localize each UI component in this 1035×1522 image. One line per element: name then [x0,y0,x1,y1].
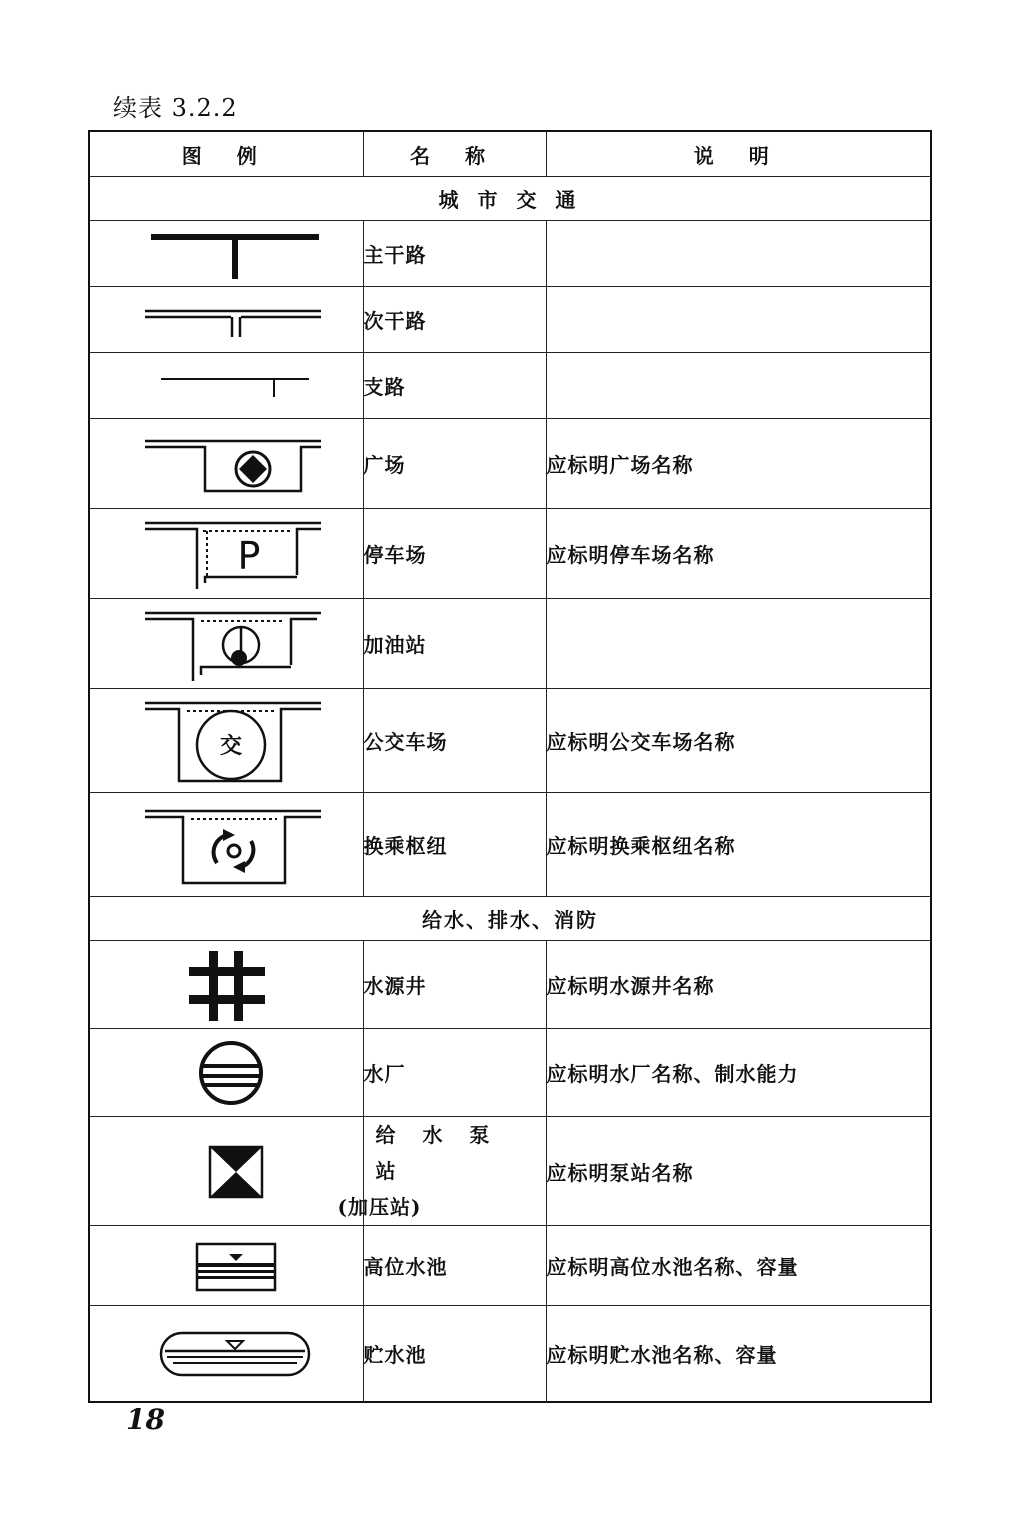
transfer-hub-symbol-icon [131,801,321,889]
header-desc: 说 明 [546,131,931,177]
table-row [89,1226,931,1306]
row-name: 水源井 [363,941,546,1029]
row-desc: 应标明贮水池名称、容量 [546,1306,931,1402]
reservoir-symbol-icon [131,1323,321,1383]
table-row [89,793,931,897]
row-name: 支路 [363,353,546,419]
header-row [89,131,931,177]
row-name: 停车场 [363,509,546,599]
row-name: 公交车场 [363,689,546,793]
row-name: 高位水池 [363,1226,546,1306]
row-desc [546,287,931,353]
table-row [89,221,931,287]
gas-station-symbol-icon [131,605,321,683]
row-desc [546,221,931,287]
row-name: 加油站 [363,599,546,689]
row-name: 次干路 [363,287,546,353]
row-desc: 应标明水源井名称 [546,941,931,1029]
parking-symbol-icon [131,515,321,593]
bus-depot-symbol-icon [131,695,321,787]
table-row [89,1029,931,1117]
table-row [89,1306,931,1402]
row-desc: 应标明广场名称 [546,419,931,509]
row-desc: 应标明高位水池名称、容量 [546,1226,931,1306]
table-row [89,689,931,793]
row-desc [546,599,931,689]
row-name: 给 水 泵 站 [375,1123,500,1183]
plaza-symbol-icon [131,429,321,499]
row-name: 换乘枢纽 [363,793,546,897]
page-number: 18 [126,1403,165,1436]
water-well-symbol-icon [131,947,321,1023]
row-name: 广场 [363,419,546,509]
section-water: 给水、排水、消防 [89,897,931,941]
table-row [89,599,931,689]
row-name: 水厂 [363,1029,546,1117]
header-name: 名 称 [363,131,546,177]
header-legend: 图 例 [89,131,363,177]
table-caption: 续表 3.2.2 [113,94,238,122]
water-plant-symbol-icon [131,1035,321,1111]
bus-depot-glyph: 交 [220,732,243,759]
table-row [89,941,931,1029]
section-row [89,897,931,941]
pump-station-symbol-icon [131,1141,321,1201]
branch-road-symbol-icon [131,361,321,411]
svg-text:P: P [237,533,261,578]
row-desc: 应标明泵站名称 [546,1117,931,1226]
table-row [89,419,931,509]
section-row [89,177,931,221]
legend-table [88,130,932,1403]
section-traffic: 城 市 交 通 [89,177,931,221]
secondary-road-symbol-icon [131,295,321,345]
row-name: 贮水池 [363,1306,546,1402]
table-row [89,1117,931,1226]
row-desc: 应标明换乘枢纽名称 [546,793,931,897]
row-name: 主干路 [363,221,546,287]
row-desc: 应标明公交车场名称 [546,689,931,793]
row-name-secondary: (加压站) [337,1195,422,1219]
row-desc: 应标明停车场名称 [546,509,931,599]
main-road-symbol-icon [131,226,321,282]
row-desc [546,353,931,419]
elevated-tank-symbol-icon [131,1236,321,1296]
row-desc: 应标明水厂名称、制水能力 [546,1029,931,1117]
table-row [89,509,931,599]
table-row [89,353,931,419]
table-row [89,287,931,353]
